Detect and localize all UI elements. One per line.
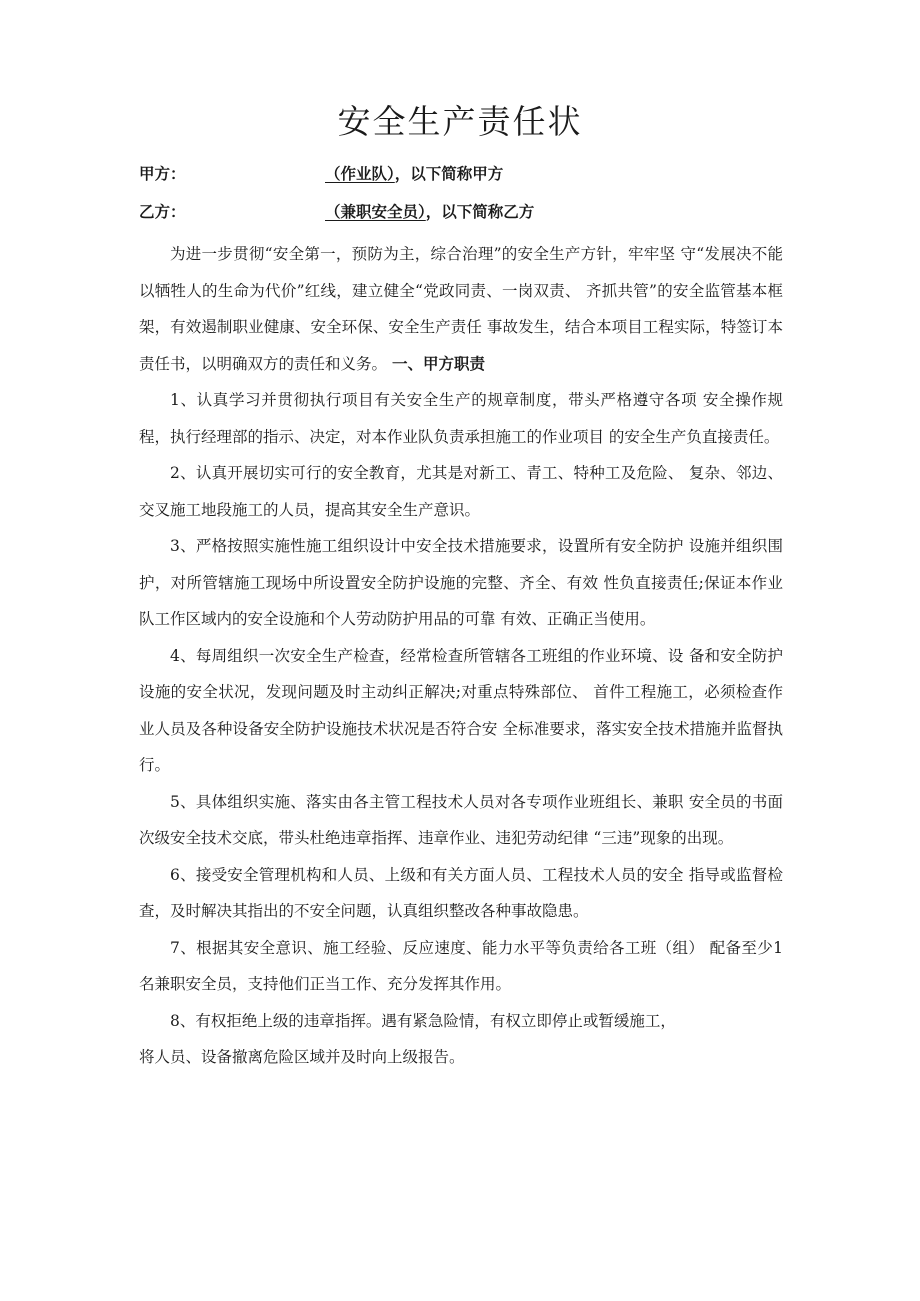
duty-item-6: 6、接受安全管理机构和人员、上级和有关方面人员、工程技术人员的安全 指导或监督检查，及时解决其指出的不安全问题，认真组织整改各种事故隐患。 [139, 865, 783, 920]
duty-item-4: 4、每周组织一次安全生产检查，经常检查所管辖各工班组的作业环境、设 备和安全防护设施的安全状况，发现问题及时主动纠正解决;对重点特殊部位、 首件工程施工，必须检查作业人员及各种设备安全防护设施技术状况是否符合安 全标准要求，落实安全技术措施并监督执行。 [139, 646, 783, 774]
intro-text: 为进一步贯彻“安全第一，预防为主，综合治理”的安全生产方针，牢牢坚 守“发展决不能以牺牲人的生命为代价”红线，建立健全“党政同责、一岗双责、 齐抓共管”的安全监管基本框架，有效遏制职业健康、安全环保、安全生产责任 事故发生，结合本项目工程实际，特签订本责任书，以明确双方的责任和义务。 [139, 245, 783, 373]
party-b-name: （兼职安全员） [325, 203, 426, 221]
duty-item-5: 5、具体组织实施、落实由各主管工程技术人员对各专项作业班组长、兼职 安全员的书面次级安全技术交底，带头杜绝违章指挥、违章作业、违犯劳动纪律 “三违”现象的出现。 [139, 792, 783, 847]
document-body [139, 236, 783, 1076]
duty-item-1: 1、认真学习并贯彻执行项目有关安全生产的规章制度，带头严格遵守各项 安全操作规程，执行经理部的指示、决定，对本作业队负责承担施工的作业项目 的安全生产负直接责任。 [139, 391, 783, 446]
duty-item-7: 7、根据其安全意识、施工经验、反应速度、能力水平等负责给各工班（组） 配备至少1名兼职安全员，支持他们正当工作、充分发挥其作用。 [139, 938, 783, 993]
duty-item-8-continuation: 将人员、设备撤离危险区域并及时向上级报告。 [139, 1048, 465, 1066]
intro-paragraph [139, 236, 783, 382]
section-heading: 一、甲方职责 [391, 354, 485, 373]
party-b-suffix: ，以下简称乙方 [425, 203, 535, 221]
document-title: 安全生产责任状 [337, 102, 583, 141]
party-a-line [139, 162, 503, 184]
party-a-suffix: ，以下简称甲方 [394, 165, 504, 183]
party-a-name: （作业队） [325, 165, 395, 183]
party-a-label: 甲方： [139, 165, 186, 183]
duty-item-3: 3、严格按照实施性施工组织设计中安全技术措施要求，设置所有安全防护 设施并组织围护，对所管辖施工现场中所设置安全防护设施的完整、齐全、有效 性负直接责任;保证本作业队工作区域内的安全设施和个人劳动防护用品的可靠 有效、正确正当使用。 [139, 537, 783, 628]
party-b-line [139, 200, 534, 222]
duty-item-2: 2、认真开展切实可行的安全教育，尤其是对新工、青工、特种工及危险、 复杂、邻边、交叉施工地段施工的人员，提高其安全生产意识。 [139, 464, 783, 519]
party-b-label: 乙方： [139, 203, 186, 221]
duty-item-8: 8、有权拒绝上级的违章指挥。遇有紧急险情，有权立即停止或暂缓施工， [170, 1011, 676, 1030]
